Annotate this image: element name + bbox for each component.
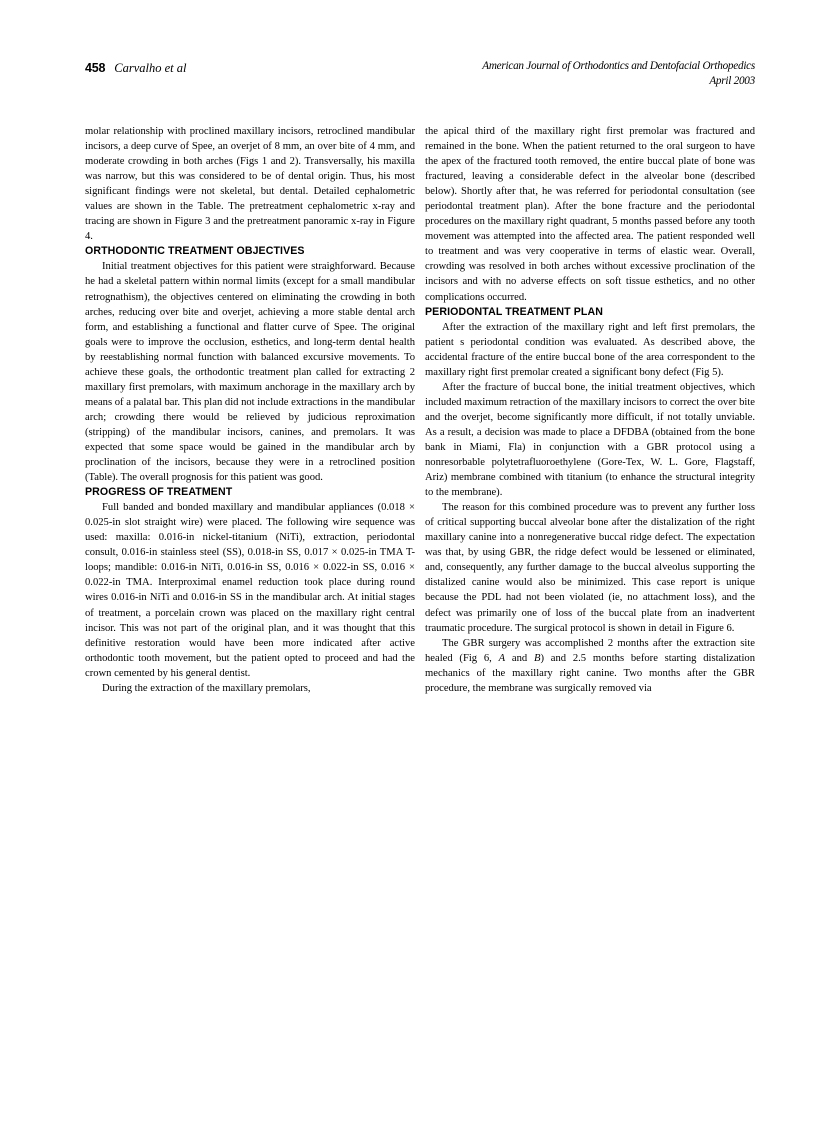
heading-orthodontic-treatment-objectives: ORTHODONTIC TREATMENT OBJECTIVES (85, 245, 305, 258)
paragraph-continued-right: the apical third of the maxillary right first premolar was fractured and remained in the bone. When the patient returned to the oral surgeon to have the apex of the fractured tooth removed, the entire buccal plate of bone was fractured, leaving a considerable defect in the alveolar bone (described below). Shortly after that, he was referred for periodontal consultation (see periodontal treatment plan). After the bone fracture and the periodontal procedures on the maxillary right quadrant, 5 months passed before any tooth movement was attempted into the affected area. The patient responded well to treatment and was very cooperative in terms of elastic wear. Overall, crowding was resolved in both arches without excessive proclination of the incisors and with no adverse effects on soft tissue esthetics, and no other complications occurred. (425, 126, 755, 303)
paragraph-periodontal-3: The reason for this combined procedure was to prevent any further loss of critical supporting buccal alveolar bone after the distalization of the right maxillary canine into a nonregenerative buccal ridge defect. The expectation was that, by using GBR, the ridge defect would be lessened or eliminated, and, consequently, any further damage to the buccal alveolus supporting the distalized canine would also be minimized. This case report is unique because the PDL had not been violated (ie, no attachment loss), and the defect was primarily one of loss of the buccal plate from an inadvertent traumatic procedure. The surgical protocol is shown in detail in Figure 6. (425, 502, 755, 634)
running-head-left (85, 59, 186, 77)
paragraph-periodontal-2: After the fracture of buccal bone, the initial treatment objectives, which included maximum retraction of the maxillary incisors to correct the over bite and the overjet, become significantly more difficult, if not totally unviable. As a result, a decision was made to place a DFDBA (obtained from the bone bank in Miami, Fla) in conjunction with a GBR protocol using a nonresorbable polytetrafluoroethylene (Gore-Tex, W. L. Gore, Flagstaff, Ariz) membrane combined with titanium (to enhance the structural integrity to the membrane). (425, 381, 755, 499)
paragraph-progress-1: Full banded and bonded maxillary and mandibular appliances (0.018 × 0.025-in slot straight wire) were placed. The following wire sequence was used: maxilla: 0.016-in nickel-titanium (NiTi), extraction, periodontal consult, 0.016-in stainless steel (SS), 0.018-in SS, 0.017 × 0.025-in TMA T-loops; mandible: 0.016-in NiTi, 0.016-in SS, 0.016 × 0.022-in SS, 0.016 × 0.022-in TMA. Interproximal enamel reduction took place during round wires 0.016-in NiTi and 0.016-in SS in the mandibular arch. At initial stages of treatment, a porcelain crown was placed on the maxillary right central incisor. This was not part of the original plan, and it was thought that this definitive restoration would have been more indicated after active orthodontic tooth movement, but the patient opted to proceed and had the crown cemented by his general dentist. (85, 502, 415, 679)
column-right (425, 124, 755, 696)
issue-date: April 2003 (709, 74, 755, 87)
paragraph-objectives-1: Initial treatment objectives for this patient were straighforward. Because he had a skeletal pattern within normal limits (except for a small mandibular retrognathism), the objectives centered on eliminating the crowding in both arches, reducing over bite and overjet, achieving a more stable dental arch form, and establishing a functional and flatter curve of Spee. The original goals were to improve the occlusion, esthetics, and long-term dental health by reestablishing normal function with balanced excursive movements. To achieve these goals, the orthodontic treatment plan called for extracting 2 maxillary first premolars, with maximum anchorage in the maxillary arch by means of a palatal bar. This plan did not include extractions in the mandibular arch; crowding there would be relieved by judicious reproximation (stripping) of the mandibular incisors, canines, and premolars. It was expected that some space would be gained in the mandibular arch by proclination of the incisors, because they were in a retroclined position (Table). The overall prognosis for this patient was good. (85, 261, 415, 484)
page-number: 458 (85, 61, 106, 75)
running-head-right (482, 59, 755, 88)
periodontal-4-text-part2: and (505, 652, 534, 664)
paragraph-progress-2: During the extraction of the maxillary premolars, (102, 682, 311, 694)
figure-ref-b: B (533, 652, 541, 664)
column-left (85, 124, 415, 696)
paragraph-continued-left: molar relationship with proclined maxillary incisors, retroclined mandibular incisors, a deep curve of Spee, an overjet of 8 mm, an over bite of 4 mm, and moderate crowding in both arches (Figs 1 and 2). Transversally, his maxilla was narrow, but this was considered to be of dental origin. Thus, his most significant findings were not skeletal, but dental. Detailed cephalometric values are shown in the Table. The pretreatment cephalometric x-ray and tracing are shown in Figure 3 and the pretreatment panoramic x-ray in Figure 4. (85, 126, 415, 243)
periodontal-4-text-part1: The GBR surgery was accomplished 2 months after the extraction site healed (Fig 6, (425, 637, 755, 664)
heading-progress-of-treatment: PROGRESS OF TREATMENT (85, 486, 233, 499)
heading-periodontal-treatment-plan: PERIODONTAL TREATMENT PLAN (425, 305, 603, 318)
running-head (85, 59, 755, 99)
running-head-authors: Carvalho et al (114, 61, 187, 75)
figure-ref-a: A (498, 652, 506, 664)
periodontal-4-text-part3: ) and 2.5 months before starting distalization mechanics of the maxillary right canine. Two months after the GBR procedure, the membrane was surgically removed via (425, 652, 756, 694)
journal-title: American Journal of Orthodontics and Dentofacial Orthopedics (482, 60, 755, 72)
paragraph-periodontal-4 (425, 636, 755, 696)
paragraph-periodontal-1: After the extraction of the maxillary right and left first premolars, the patient s periodontal condition was evaluated. As described above, the accidental fracture of the entire buccal bone of the area correspondent to the maxillary right first premolar created a significant bony defect (Fig 5). (425, 321, 755, 378)
